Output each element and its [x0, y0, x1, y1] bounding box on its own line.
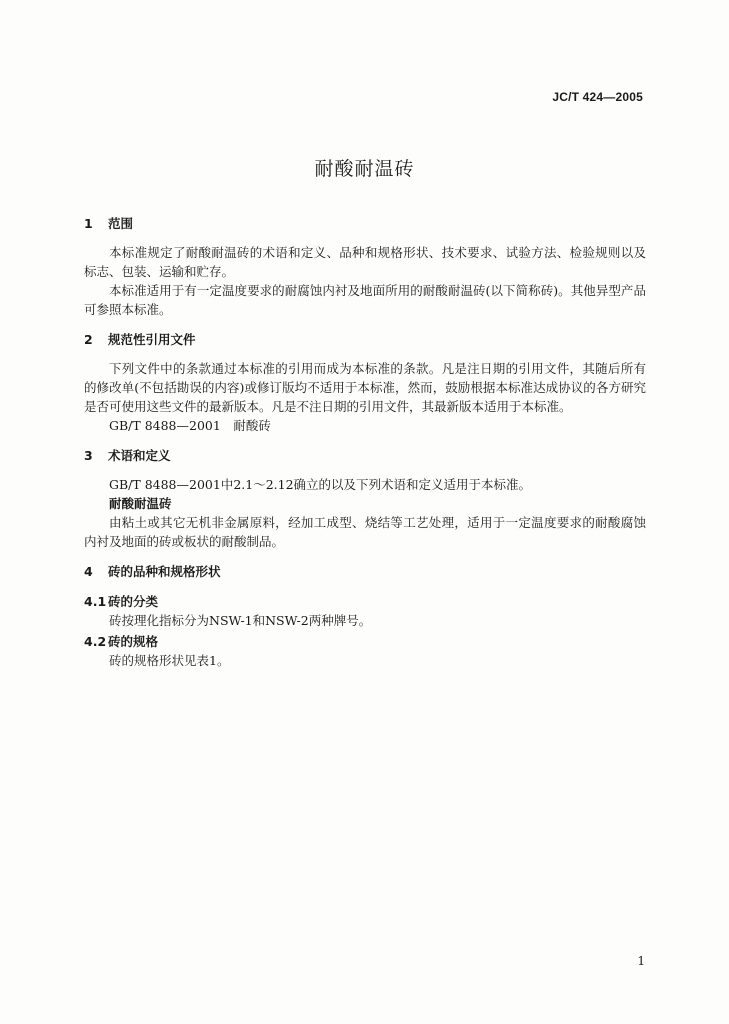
term-name: 耐酸耐温砖	[109, 496, 172, 511]
subsection-4-1-text: 砖按理化指标分为NSW-1和NSW-2两种牌号。	[109, 613, 372, 628]
subsection-4-2-text: 砖的规格形状见表1。	[109, 653, 230, 668]
section-2-paragraph-1: 下列文件中的条款通过本标准的引用而成为本标准的条款。凡是注日期的引用文件，其随后所有的修改单(不包括勘误的内容)或修订版均不适用于本标准，然而，鼓励根据本标准达成协议的各方研究是否可使用这些文件的最新版本。凡是不注日期的引用文件，其最新版本适用于本标准。	[84, 361, 646, 414]
subsection-number: 4.1	[84, 594, 107, 609]
subsection-4-1-heading	[84, 592, 646, 611]
document-body	[84, 214, 646, 670]
subsection-number: 4.2	[84, 634, 107, 649]
section-number: 4	[84, 564, 93, 579]
section-title: 规范性引用文件	[108, 332, 196, 347]
section-3-intro: GB/T 8488—2001中2.1～2.12确立的以及下列术语和定义适用于本标准。	[109, 477, 532, 492]
section-1-heading	[84, 214, 646, 233]
section-1-paragraph-2: 本标准适用于有一定温度要求的耐腐蚀内衬及地面所用的耐酸耐温砖(以下简称砖)。其他异型产品可参照本标准。	[84, 283, 646, 317]
document-title: 耐酸耐温砖	[314, 158, 415, 180]
subsection-title: 砖的分类	[108, 594, 159, 609]
page-number: 1	[637, 954, 645, 968]
subsection-4-2-heading	[84, 632, 646, 651]
section-3-heading	[84, 446, 646, 465]
section-title: 砖的品种和规格形状	[108, 564, 221, 579]
section-title: 范围	[108, 216, 134, 231]
term-definition: 由粘土或其它无机非金属原料，经加工成型、烧结等工艺处理，适用于一定温度要求的耐酸腐蚀内衬及地面的砖或板状的耐酸制品。	[84, 515, 646, 549]
section-title: 术语和定义	[108, 448, 171, 463]
standard-code: JC/T 424—2005	[552, 90, 643, 104]
section-number: 1	[84, 216, 93, 231]
section-number: 3	[84, 448, 93, 463]
section-1-paragraph-1: 本标准规定了耐酸耐温砖的术语和定义、品种和规格形状、技术要求、试验方法、检验规则以及标志、包装、运输和贮存。	[84, 245, 646, 279]
normative-reference: GB/T 8488—2001 耐酸砖	[109, 418, 271, 433]
section-4-heading	[84, 562, 646, 581]
subsection-title: 砖的规格	[108, 634, 159, 649]
section-number: 2	[84, 332, 93, 347]
section-2-heading	[84, 330, 646, 349]
